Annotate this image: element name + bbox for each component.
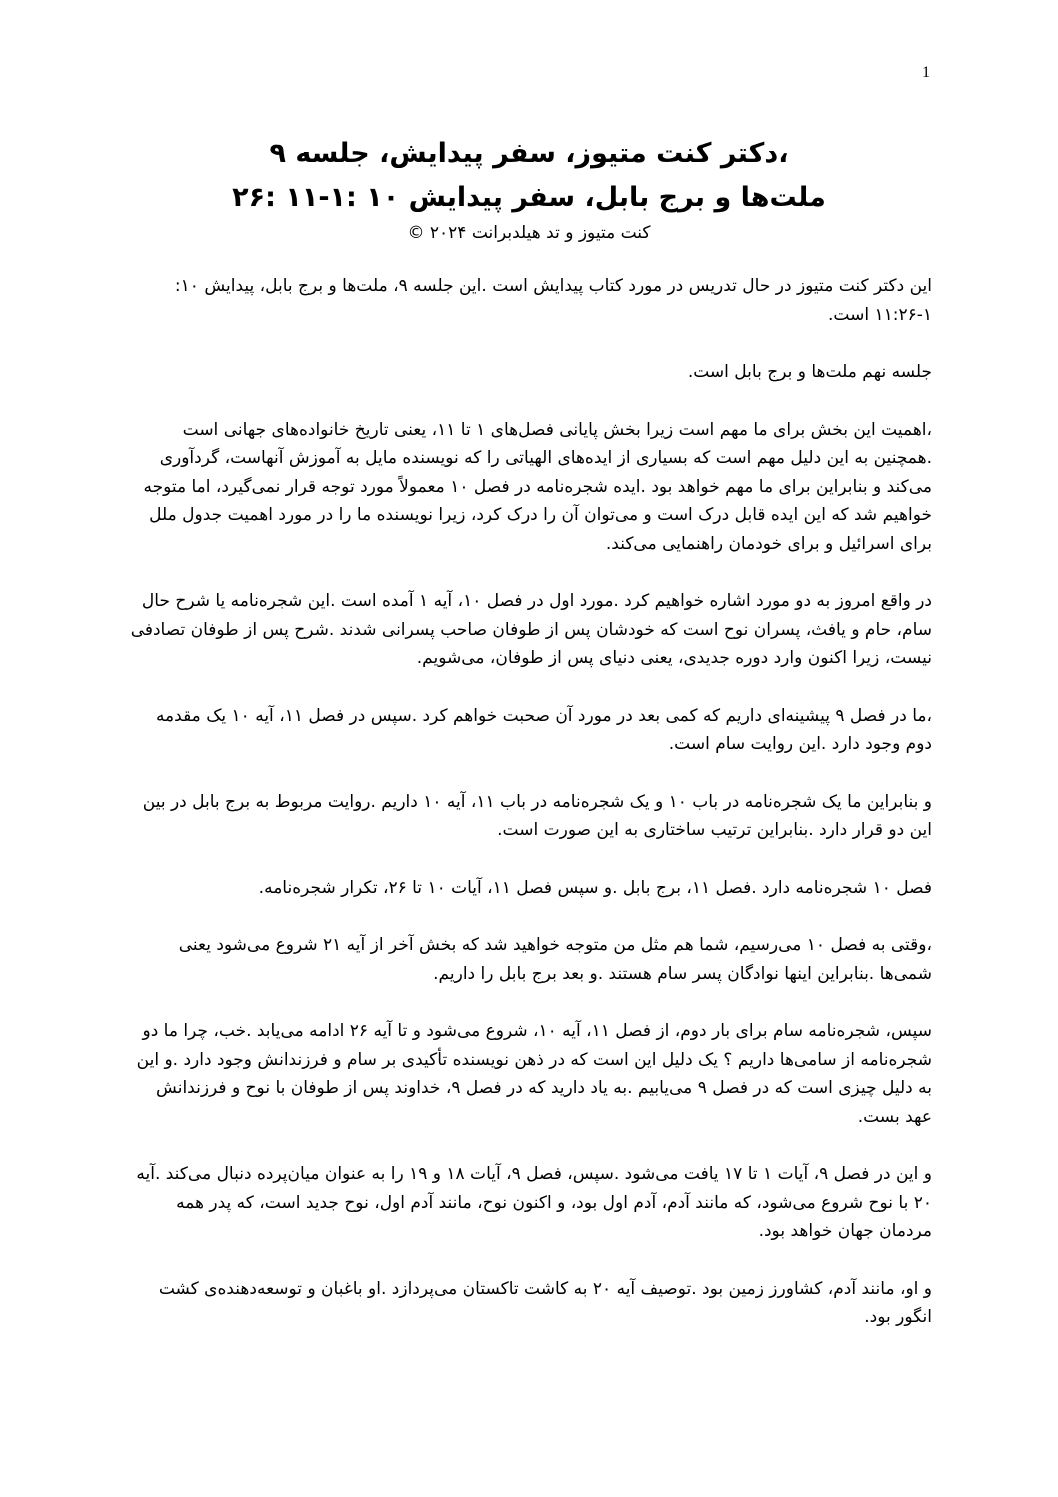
paragraph: فصل ۱۰ شجره‌نامه دارد .فصل ۱۱، برج بابل .و سپس فصل ۱۱، آیات ۱۰ تا ۲۶، تکرار شجره‌نامه. bbox=[258, 877, 932, 898]
paragraph: جلسه نهم ملت‌ها و برج بابل است. bbox=[687, 362, 932, 382]
paragraph: ،وقتی به فصل ۱۰ می‌رسیم، شما هم مثل من متوجه خواهید شد که بخش آخر از آیه ۲۱ شروع می‌شود یعنی شمی‌ها .بنابراین اینها نوادگان پسر سام هستند .و بعد برج بابل را داریم. bbox=[178, 935, 932, 984]
paragraph: و او، مانند آدم، کشاورز زمین بود .توصیف آیه ۲۰ به کاشت تاکستان می‌پردازد .او باغبان و توسعه‌دهنده‌ی کشت انگور بود. bbox=[158, 1278, 932, 1327]
paragraph: ،ما در فصل ۹ پیشینه‌ای داریم که کمی بعد در مورد آن صحبت خواهم کرد .سپس در فصل ۱۱، آیه ۱۰ یک مقدمه دوم وجود دارد .این روایت سام است. bbox=[155, 705, 932, 754]
page-number: 1 bbox=[922, 64, 930, 81]
title-line-1: ،دکتر کنت متیوز، سفر پیدایش، جلسه ۹ bbox=[269, 138, 789, 169]
copyright-subtitle: کنت متیوز و تد هیلدبرانت ۲۰۲۴ © bbox=[407, 223, 651, 243]
paragraph: در واقع امروز به دو مورد اشاره خواهیم کرد .مورد اول در فصل ۱۰، آیه ۱ آمده است .این شجره‌نامه یا شرح حال سام، حام و یافث، پسران نوح است که خودشان پس از طوفان صاحب پسرانی شدند .شرح پس از طوفان تصادفی نیست، زیرا اکنون وارد دوره جدیدی، یعنی دنیای پس از طوفان، می‌شویم. bbox=[130, 591, 932, 668]
paragraph: و بنابراین ما یک شجره‌نامه در باب ۱۰ و یک شجره‌نامه در باب ۱۱، آیه ۱۰ داریم .روایت مربوط به برج بابل در بین این دو قرار دارد .بنابراین ترتیب ساختاری به این صورت است. bbox=[142, 791, 932, 840]
title-block bbox=[120, 132, 938, 246]
body-text bbox=[126, 272, 932, 1361]
title-line-2: ملت‌ها و برج بابل، سفر پیدایش ۱۰ :۱-۱۱ :۲۶ bbox=[232, 182, 826, 213]
paragraph: ،اهمیت این بخش برای ما مهم است زیرا بخش پایانی فصل‌های ۱ تا ۱۱، یعنی تاریخ خانواده‌های جهانی است .همچنین به این دلیل مهم است که بسیاری از ایده‌های الهیاتی را که نویسنده مایل به آموزش آنهاست، گردآوری می‌کند و بنابراین برای ما مهم خواهد بود .ایده شجره‌نامه در فصل ۱۰ معمولاً مورد توجه قرار نمی‌گیرد، اما متوجه خواهیم شد که این ایده قابل درک است و می‌توان آن را درک کرد، زیرا نویسنده ما را در مورد اهمیت جدول ملل برای اسرائیل و برای خودمان راهنمایی می‌کند. bbox=[143, 419, 932, 554]
paragraph: این دکتر کنت متیوز در حال تدریس در مورد کتاب پیدایش است .این جلسه ۹، ملت‌ها و برج بابل، پیدایش ۱۰: ۱-۱۱:۲۶ است. bbox=[174, 276, 932, 325]
paragraph: سپس، شجره‌نامه سام برای بار دوم، از فصل ۱۱، آیه ۱۰، شروع می‌شود و تا آیه ۲۶ ادامه می‌یابد .خب، چرا ما دو شجره‌نامه از سامی‌ها داریم ؟ یک دلیل این است که در ذهن نویسنده تأکیدی بر سام و فرزندانش وجود دارد .و این به دلیل چیزی است که در فصل ۹ می‌یابیم .به یاد دارید که در فصل ۹، خداوند پس از طوفان با نوح و فرزندانش عهد بست. bbox=[136, 1021, 932, 1127]
paragraph: و این در فصل ۹، آیات ۱ تا ۱۷ یافت می‌شود .سپس، فصل ۹، آیات ۱۸ و ۱۹ را به عنوان میان‌پرده دنبال می‌کند .آیه ۲۰ با نوح شروع می‌شود، که مانند آدم، آدم اول بود، و اکنون نوح، مانند آدم اول، نوح جدید است، که پدر همه مردمان جهان خواهد بود. bbox=[136, 1164, 932, 1241]
